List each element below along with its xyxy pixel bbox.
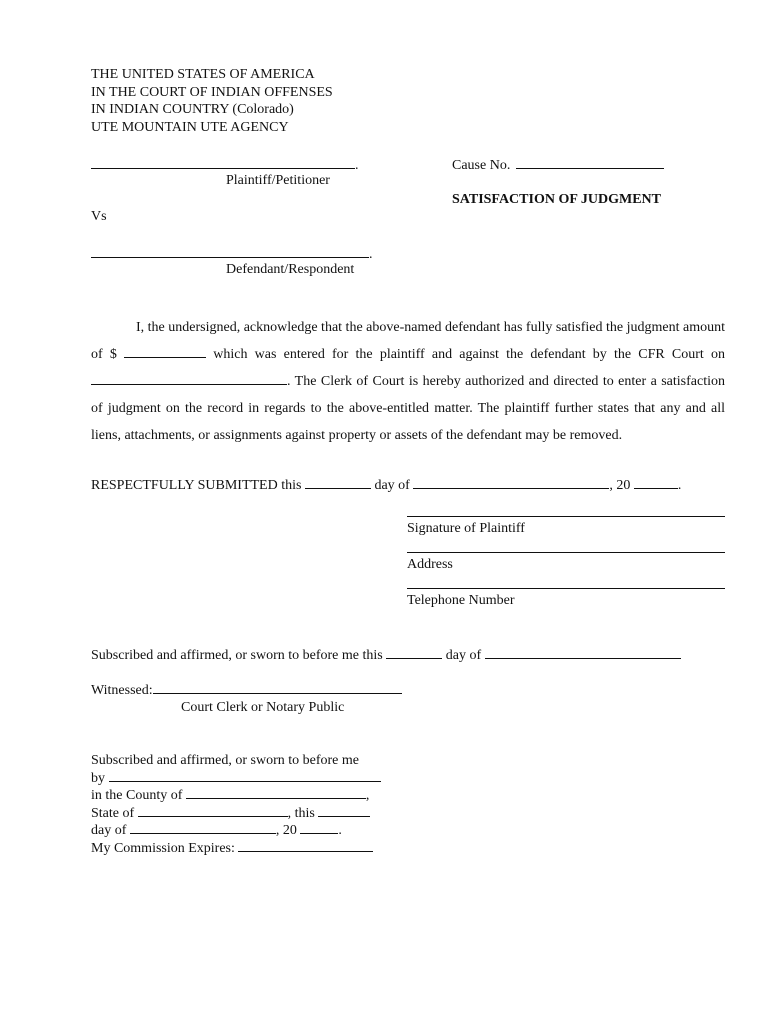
- notary-county-suffix: ,: [365, 788, 370, 804]
- notary-commission-label: My Commission Expires:: [91, 840, 235, 856]
- notary-by-label: by: [91, 770, 105, 786]
- header-line-4: UTE MOUNTAIN UTE AGENCY: [91, 119, 289, 135]
- header-line-3: IN INDIAN COUNTRY (Colorado): [91, 102, 294, 117]
- body-text-c: . The Clerk of Court is hereby authorized and directed to enter a satisfaction of judgment on the record in regards to the above-entitled matter. The plaintiff further states that any and all liens, attachments, or assignments against property or assets of the defendant may be removed.: [91, 374, 725, 443]
- amount-blank[interactable]: [124, 346, 206, 358]
- submitted-text-a: RESPECTFULLY SUBMITTED this: [91, 478, 302, 493]
- witness-signature-blank[interactable]: [153, 682, 402, 694]
- defendant-name-field[interactable]: .: [91, 246, 373, 263]
- notary-this-blank[interactable]: [318, 805, 370, 817]
- notary-state-label: State of: [91, 805, 135, 821]
- defendant-label: Defendant/Respondent: [226, 262, 355, 277]
- notary-by-line: [91, 770, 381, 788]
- address-label: Address: [407, 557, 453, 572]
- sworn-month-blank[interactable]: [485, 647, 681, 659]
- notary-year-label: , 20: [275, 823, 297, 839]
- address-line[interactable]: [407, 552, 725, 553]
- witness-label: Witnessed:: [91, 683, 153, 698]
- submitted-month-blank[interactable]: [413, 477, 609, 489]
- witness-sub-label: Court Clerk or Notary Public: [181, 700, 345, 715]
- telephone-line[interactable]: [407, 588, 725, 589]
- submitted-text-c: , 20: [609, 478, 631, 493]
- signature-line[interactable]: [407, 516, 725, 517]
- notary-day-line: [91, 822, 381, 840]
- plaintiff-name-blank[interactable]: [91, 157, 355, 169]
- header-line-1: THE UNITED STATES OF AMERICA: [91, 67, 315, 82]
- notary-year-blank[interactable]: [300, 822, 338, 834]
- sworn-text-b: day of: [445, 648, 482, 663]
- sworn-day-blank[interactable]: [386, 647, 442, 659]
- court-header: [91, 66, 333, 136]
- notary-state-blank[interactable]: [138, 805, 288, 817]
- body-text-a: I, the undersigned, acknowledge that the above-named defendant has fully satisfied the judgment amount of $: [91, 320, 725, 362]
- notary-county-blank[interactable]: [186, 787, 366, 799]
- court-date-blank[interactable]: [91, 373, 287, 385]
- defendant-name-blank[interactable]: [91, 246, 369, 258]
- telephone-label: Telephone Number: [407, 593, 515, 608]
- document-title: SATISFACTION OF JUDGMENT: [452, 192, 661, 207]
- sworn-line: [91, 647, 681, 664]
- submitted-year-blank[interactable]: [634, 477, 678, 489]
- notary-state-suffix: , this: [287, 805, 315, 821]
- notary-county-line: [91, 787, 381, 805]
- plaintiff-label: Plaintiff/Petitioner: [226, 173, 330, 188]
- cause-number-label: Cause No.: [452, 158, 511, 173]
- notary-day-blank[interactable]: [130, 822, 276, 834]
- notary-block: [91, 752, 381, 858]
- notary-by-blank[interactable]: [109, 770, 381, 782]
- witness-field: [91, 682, 402, 699]
- signature-label: Signature of Plaintiff: [407, 521, 525, 536]
- notary-year-suffix: .: [338, 823, 342, 839]
- cause-number-field[interactable]: [452, 157, 664, 174]
- notary-commission-blank[interactable]: [238, 840, 373, 852]
- body-text-b: which was entered for the plaintiff and against the defendant by the CFR Court on: [213, 347, 726, 362]
- notary-county-label: in the County of: [91, 788, 183, 804]
- notary-commission-line: [91, 840, 381, 858]
- submitted-text-b: day of: [374, 478, 410, 493]
- submitted-text-d: .: [677, 478, 682, 493]
- submitted-line: [91, 477, 681, 494]
- plaintiff-name-field[interactable]: .: [91, 157, 359, 174]
- notary-state-line: [91, 805, 381, 823]
- notary-line-1: Subscribed and affirmed, or sworn to before me: [91, 753, 359, 768]
- sworn-text-a: Subscribed and affirmed, or sworn to before me this: [91, 648, 383, 663]
- header-line-2: IN THE COURT OF INDIAN OFFENSES: [91, 84, 333, 100]
- versus-label: Vs: [91, 209, 107, 224]
- acknowledgment-paragraph: [91, 314, 725, 449]
- cause-number-blank[interactable]: [516, 157, 664, 169]
- submitted-day-blank[interactable]: [305, 477, 371, 489]
- notary-day-label: day of: [91, 823, 127, 839]
